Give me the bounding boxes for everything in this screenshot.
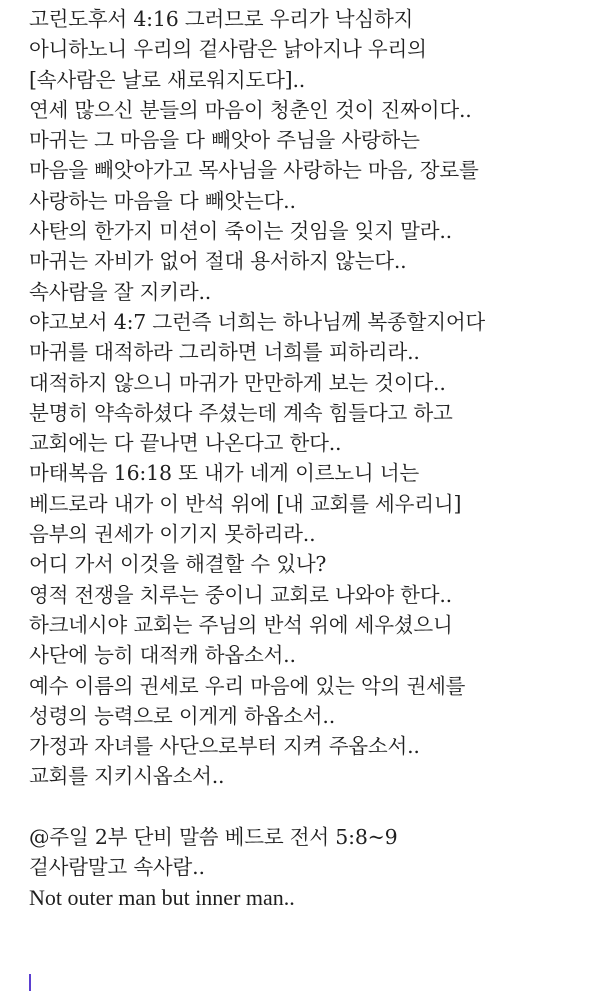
text-line: 마귀는 그 마음을 다 빼앗아 주님을 사랑하는 [29, 128, 420, 153]
text-line: 예수 이름의 권세로 우리 마음에 있는 악의 권세를 [29, 673, 466, 698]
text-line: 대적하지 않으니 마귀가 만만하게 보는 것이다.. [29, 370, 446, 395]
text-line: 마귀를 대적하라 그리하면 너희를 피하리라.. [29, 340, 420, 365]
text-line: 음부의 권세가 이기지 못하리라.. [29, 522, 316, 547]
text-line: 교회를 지키시옵소서.. [29, 764, 225, 789]
sermon-source-line: @주일 2부 단비 말씀 베드로 전서 5:8~9 [29, 825, 398, 850]
text-line: 교회에는 다 끝나면 나온다고 한다.. [29, 431, 342, 456]
text-line: 야고보서 4:7 그런즉 너희는 하나님께 복종할지어다 [29, 309, 486, 334]
text-line: 속사람을 잘 지키라.. [29, 279, 212, 304]
text-line: 마귀는 자비가 없어 절대 용서하지 않는다.. [29, 249, 407, 274]
text-line: 어디 가서 이것을 해결할 수 있나? [29, 552, 327, 577]
text-line: 가정과 자녀를 사단으로부터 지켜 주옵소서.. [29, 734, 420, 759]
text-line: 분명히 약속하셨다 주셨는데 계속 힘들다고 하고 [29, 400, 453, 425]
text-line: 사랑하는 마음을 다 빼앗는다.. [29, 188, 296, 213]
text-line: 연세 많으신 분들의 마음이 청춘인 것이 진짜이다.. [29, 97, 472, 122]
text-line: 아니하노니 우리의 겉사람은 낡아지나 우리의 [29, 37, 427, 62]
blank-line [29, 792, 594, 822]
text-line: 마태복음 16:18 또 내가 네게 이르노니 너는 [29, 461, 420, 486]
text-line: 사탄의 한가지 미션이 죽이는 것임을 잊지 말라.. [29, 219, 452, 244]
text-line: 영적 전쟁을 치루는 중이니 교회로 나와야 한다.. [29, 582, 452, 607]
text-cursor [29, 974, 31, 991]
text-line: 성령의 능력으로 이게게 하옵소서.. [29, 703, 336, 728]
text-line: 사단에 능히 대적캐 하옵소서.. [29, 643, 296, 668]
summary-line: 겉사람말고 속사람.. [29, 855, 205, 880]
text-line: 베드로라 내가 이 반석 위에 [내 교회를 세우리니] [29, 491, 462, 516]
text-line: 고린도후서 4:16 그러므로 우리가 낙심하지 [29, 7, 414, 31]
text-line: 마음을 빼앗아가고 목사님을 사랑하는 마음, 장로를 [29, 158, 479, 183]
sermon-note-text [29, 4, 594, 913]
english-summary-line: Not outer man but inner man.. [29, 884, 295, 910]
text-line: 하크네시야 교회는 주님의 반석 위에 세우셨으니 [29, 612, 453, 637]
text-line: [속사람은 날로 새로워지도다].. [29, 67, 306, 92]
